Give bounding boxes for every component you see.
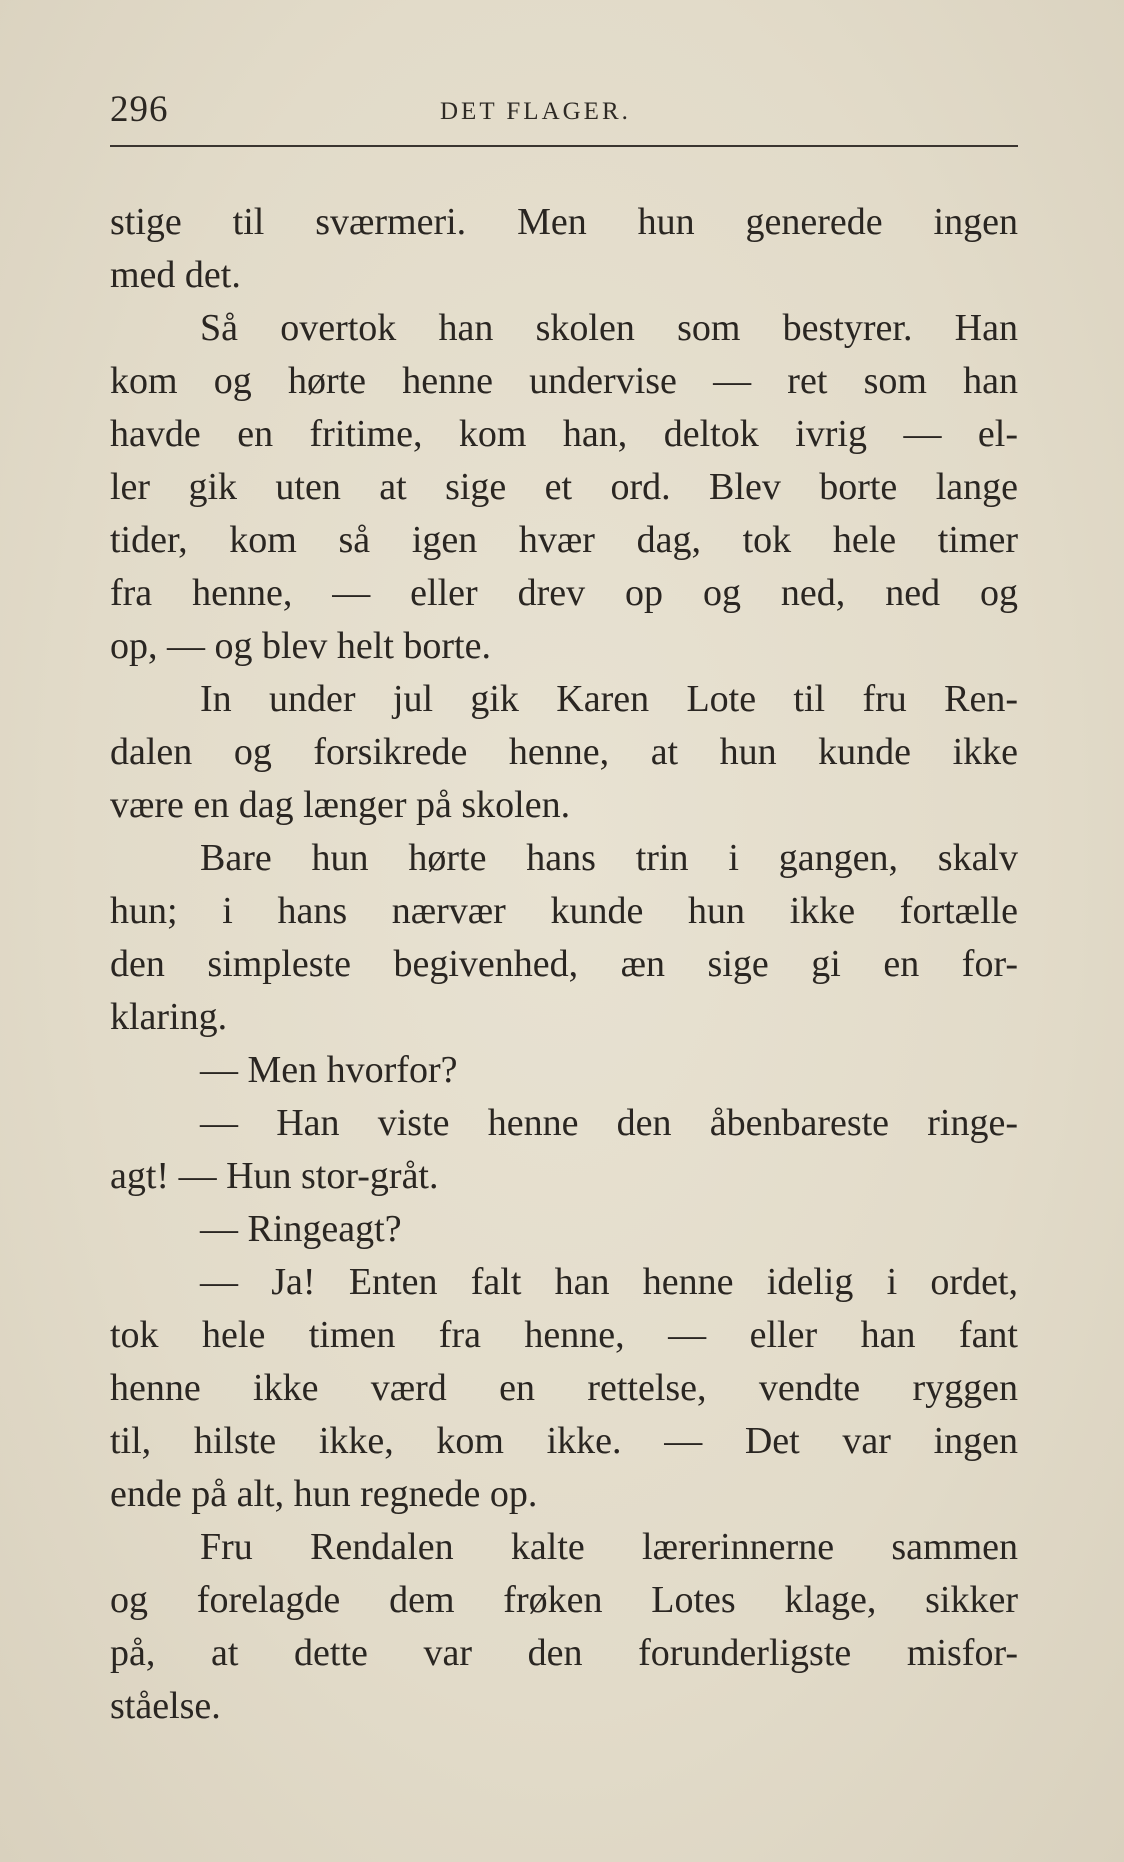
text-line: hun; i hans nærvær kunde hun ikke fortælle — [110, 890, 1018, 932]
text-line: den simpleste begivenhed, æn sige gi en for- — [110, 943, 1018, 985]
text-line: klaring. — [110, 996, 228, 1038]
text-line: tok hele timen fra henne, — eller han fant — [110, 1314, 1018, 1356]
text-line: ståelse. — [110, 1685, 221, 1727]
text-line: med det. — [110, 254, 241, 296]
body-text — [110, 196, 1018, 1733]
text-line: kom og hørte henne undervise — ret som han — [110, 360, 1018, 402]
text-line: stige til sværmeri. Men hun generede ingen — [110, 201, 1018, 243]
text-line: på, at dette var den forunderligste misfor- — [110, 1632, 1018, 1674]
header-rule — [110, 145, 1018, 147]
text-line: In under jul gik Karen Lote til fru Ren- — [200, 678, 1018, 720]
page-number: 296 — [110, 89, 169, 130]
text-line: agt! — Hun stor-gråt. — [110, 1155, 439, 1197]
text-line: — Ringeagt? — [200, 1208, 402, 1250]
text-line: op, — og blev helt borte. — [110, 625, 491, 667]
text-line: dalen og forsikrede henne, at hun kunde ikke — [110, 731, 1018, 773]
text-line: — Han viste henne den åbenbareste ringe- — [200, 1102, 1018, 1144]
text-line: ler gik uten at sige et ord. Blev borte lange — [110, 466, 1018, 508]
running-head: DET FLAGER. — [440, 98, 631, 125]
text-line: havde en fritime, kom han, deltok ivrig — el- — [110, 413, 1018, 455]
text-line: Bare hun hørte hans trin i gangen, skalv — [200, 837, 1018, 879]
text-line: ende på alt, hun regnede op. — [110, 1473, 538, 1515]
text-line: og forelagde dem frøken Lotes klage, sikker — [110, 1579, 1018, 1621]
text-line: — Men hvorfor? — [200, 1049, 458, 1091]
text-line: fra henne, — eller drev op og ned, ned og — [110, 572, 1018, 614]
text-line: — Ja! Enten falt han henne idelig i ordet, — [200, 1261, 1018, 1303]
text-line: Så overtok han skolen som bestyrer. Han — [200, 307, 1018, 349]
text-line: tider, kom så igen hvær dag, tok hele timer — [110, 519, 1018, 561]
text-line: henne ikke værd en rettelse, vendte ryggen — [110, 1367, 1018, 1409]
text-line: til, hilste ikke, kom ikke. — Det var ingen — [110, 1420, 1018, 1462]
text-line: være en dag længer på skolen. — [110, 784, 571, 826]
text-line: Fru Rendalen kalte lærerinnerne sammen — [200, 1526, 1018, 1568]
page-header — [110, 88, 1018, 134]
